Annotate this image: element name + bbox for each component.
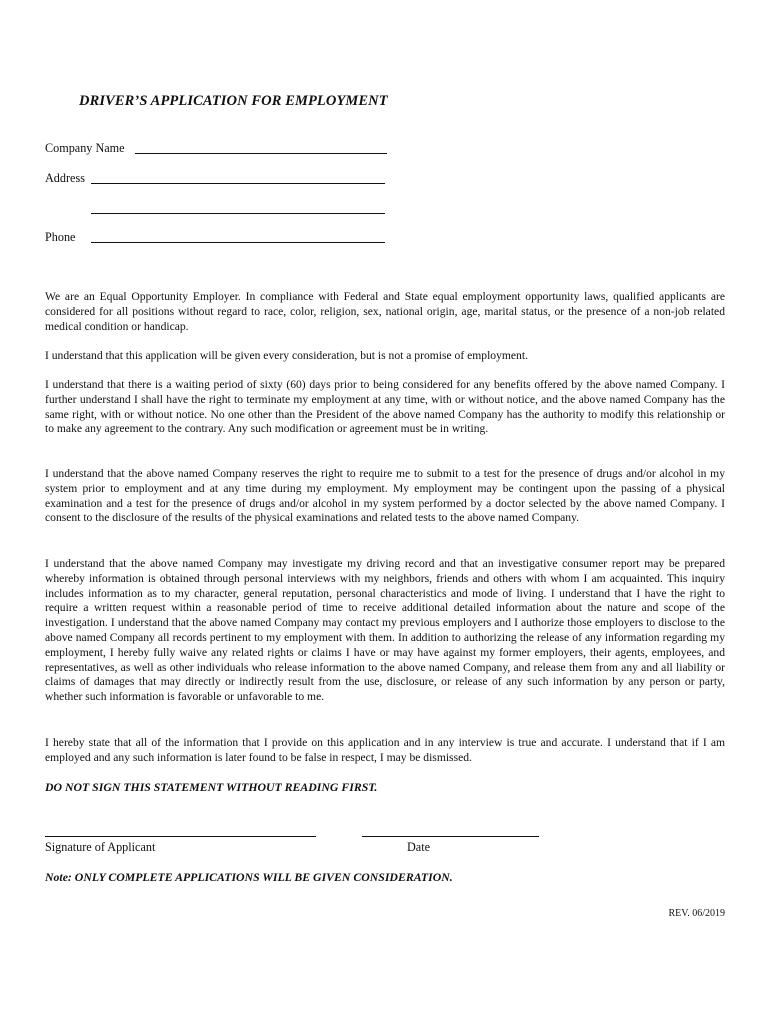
signature-label: Signature of Applicant: [45, 840, 156, 854]
address-label: Address: [45, 171, 85, 185]
address-field-line-1[interactable]: [91, 183, 385, 184]
date-field[interactable]: [362, 836, 539, 837]
date-label: Date: [407, 840, 431, 854]
phone-label: Phone: [45, 230, 76, 244]
phone-field[interactable]: [91, 242, 385, 243]
completion-note: Note: ONLY COMPLETE APPLICATIONS WILL BE GIVEN CONSIDERATION.: [45, 870, 453, 884]
page-title: DRIVER’S APPLICATION FOR EMPLOYMENT: [79, 93, 388, 109]
revision-label: REV. 06/2019: [668, 908, 725, 919]
truthfulness-paragraph: I hereby state that all of the information that I provide on this application and in any interview is true and accurate. I understand that if I am employed and any such information is later found to be false in respect, I may be dismissed.: [45, 736, 725, 764]
company-name-label: Company Name: [45, 141, 125, 155]
sign-warning: DO NOT SIGN THIS STATEMENT WITHOUT READING FIRST.: [45, 780, 378, 794]
drug-test-paragraph: I understand that the above named Company reserves the right to require me to submit to a test for the presence of drugs and/or alcohol in my system prior to employment and at any time during my employment. My employment may be contingent upon the passing of a physical examination and a test for the presence of drugs and/or alcohol in my system performed by a doctor selected by the above named Company. I consent to the disclosure of the results of the physical examinations and related tests to the above named Company.: [45, 467, 725, 525]
signature-field[interactable]: [45, 836, 316, 837]
address-field-line-2[interactable]: [91, 213, 385, 214]
investigation-paragraph: I understand that the above named Company may investigate my driving record and that an investigative consumer report may be prepared whereby information is obtained through personal interviews with my neighbors, friends and others with whom I am acquainted. This inquiry includes information as to my character, general reputation, personal characteristics and mode of living. I understand that I have the right to require a written request within a reasonable period of time to receive additional detailed information about the nature and scope of the investigation. I understand that the above named Company may contact my previous employers and I authorize those employers to disclose to the above named Company all records pertinent to my employment with them. In addition to authorizing the release of any information regarding my employment, I hereby fully waive any related rights or claims I have or may have against my former employers, their agents, employees, and representatives, as well as other individuals who release information to the above named Company, and release them from any and all liability or claims of damages that may directly or indirectly result from the use, disclosure, or release of any such information by any person or party, whether such information is favorable or unfavorable to me.: [45, 557, 725, 704]
eeo-paragraph: We are an Equal Opportunity Employer. In compliance with Federal and State equal employment opportunity laws, qualified applicants are considered for all positions without regard to race, color, religion, sex, national origin, age, marital status, or the presence of a non-job related medical condition or handicap.: [45, 290, 725, 333]
consideration-paragraph: I understand that this application will be given every consideration, but is not a promise of employment.: [45, 349, 528, 362]
company-name-field[interactable]: [135, 153, 387, 154]
waiting-period-paragraph: I understand that there is a waiting period of sixty (60) days prior to being considered for any benefits offered by the above named Company. I further understand I shall have the right to terminate my employment at any time, with or without notice, and the above named Company has the same right, with or without notice. No one other than the President of the above named Company has the authority to modify this relationship or to make any agreement to the contrary. Any such modification or agreement must be in writing.: [45, 378, 725, 436]
